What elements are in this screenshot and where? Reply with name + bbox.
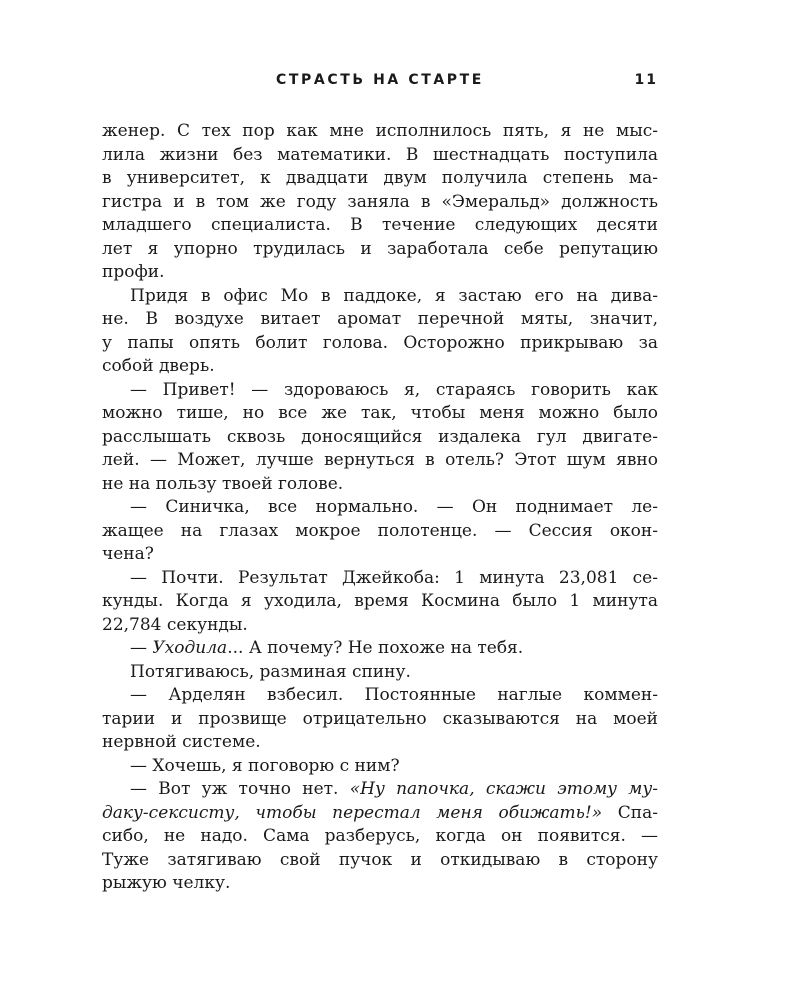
paragraph	[102, 661, 658, 685]
body-text	[102, 120, 658, 896]
italic-segment: даку-сексисту, чтобы перестал меня обижать!»	[102, 802, 603, 823]
text-segment: 22,784 секунды.	[102, 614, 248, 635]
text-segment: лей. — Может, лучше вернуться в отель? Этот шум явно	[102, 450, 658, 470]
text-segment: профи.	[102, 262, 165, 282]
text-segment: лет я упорно трудилась и заработала себе репутацию	[102, 238, 658, 259]
text-line	[102, 191, 658, 215]
paragraph	[102, 684, 658, 755]
paragraph	[102, 496, 658, 567]
text-line	[102, 402, 658, 426]
text-segment: — Хочешь, я поговорю с ним?	[130, 755, 400, 776]
text-line	[102, 708, 658, 732]
paragraph	[102, 120, 658, 285]
text-segment: не. В воздухе витает аромат перечной мяты, значит,	[102, 309, 658, 329]
text-line	[102, 496, 658, 520]
text-line	[102, 473, 658, 497]
text-segment: не на пользу твоей голове.	[102, 473, 344, 494]
text-line	[102, 144, 658, 168]
italic-segment: Уходила	[152, 638, 228, 658]
text-line	[102, 637, 658, 661]
text-segment: ... А почему? Не похоже на тебя.	[227, 638, 524, 658]
text-line	[102, 332, 658, 356]
text-segment: тарии и прозвище отрицательно сказываются на моей	[102, 708, 658, 729]
text-line	[102, 567, 658, 591]
text-segment: у папы опять болит голова. Осторожно прикрываю за	[102, 332, 658, 353]
running-title: СТРАСТЬ НА СТАРТЕ	[276, 72, 484, 88]
text-line	[102, 849, 658, 873]
text-segment: — Вот уж точно нет.	[130, 779, 350, 799]
text-line	[102, 167, 658, 191]
text-line	[102, 778, 658, 802]
text-line	[102, 308, 658, 332]
text-segment: — Привет! — здороваюсь я, стараясь говорить как	[130, 379, 658, 400]
paragraph	[102, 778, 658, 896]
text-segment: Спа-	[602, 802, 658, 823]
paragraph	[102, 637, 658, 661]
text-segment: Придя в офис Мо в паддоке, я застаю его на дива-	[130, 285, 658, 306]
text-segment: кунды. Когда я уходила, время Космина было 1 минута	[102, 591, 658, 611]
text-line	[102, 755, 658, 779]
text-segment: собой дверь.	[102, 356, 215, 376]
paragraph	[102, 285, 658, 379]
text-line	[102, 802, 658, 826]
text-segment: — Синичка, все нормально. — Он поднимает ле-	[130, 497, 658, 517]
text-line	[102, 426, 658, 450]
text-segment: в университет, к двадцати двум получила степень ма-	[102, 168, 658, 188]
text-segment: сибо, не надо. Сама разберусь, когда он появится. —	[102, 826, 658, 846]
text-line	[102, 731, 658, 755]
text-segment: можно тише, но все же так, чтобы меня можно было	[102, 403, 658, 423]
text-line	[102, 590, 658, 614]
text-segment: расслышать сквозь доносящийся издалека гул двигате-	[102, 426, 658, 447]
text-line	[102, 520, 658, 544]
text-segment: рыжую челку.	[102, 873, 231, 893]
text-segment: чена?	[102, 544, 154, 564]
text-line	[102, 872, 658, 896]
text-segment: женер. С тех пор как мне исполнилось пять, я не мыс-	[102, 121, 658, 141]
paragraph	[102, 567, 658, 638]
text-line	[102, 379, 658, 403]
page-header	[102, 72, 658, 94]
text-line	[102, 355, 658, 379]
text-line	[102, 261, 658, 285]
text-line	[102, 285, 658, 309]
text-segment: Туже затягиваю свой пучок и откидываю в сторону	[102, 849, 658, 870]
text-segment: — Почти. Результат Джейкоба: 1 минута 23,081 се-	[130, 567, 658, 588]
text-line	[102, 214, 658, 238]
text-segment: гистра и в том же году заняла в «Эмеральд» должность	[102, 191, 658, 212]
text-segment: лила жизни без математики. В шестнадцать поступила	[102, 144, 658, 165]
italic-segment: «Ну папочка, скажи этому му-	[349, 779, 658, 799]
page-number: 11	[634, 72, 658, 88]
text-segment: младшего специалиста. В течение следующих десяти	[102, 215, 658, 235]
text-line	[102, 614, 658, 638]
text-line	[102, 543, 658, 567]
text-segment: Потягиваюсь, разминая спину.	[130, 661, 411, 682]
text-line	[102, 684, 658, 708]
text-segment: —	[130, 638, 153, 658]
text-line	[102, 825, 658, 849]
text-line	[102, 449, 658, 473]
text-segment: нервной системе.	[102, 732, 261, 752]
text-line	[102, 661, 658, 685]
text-line	[102, 238, 658, 262]
text-segment: — Арделян взбесил. Постоянные наглые коммен-	[130, 685, 658, 705]
text-line	[102, 120, 658, 144]
paragraph	[102, 755, 658, 779]
text-segment: жащее на глазах мокрое полотенце. — Сессия окон-	[102, 520, 658, 541]
paragraph	[102, 379, 658, 497]
